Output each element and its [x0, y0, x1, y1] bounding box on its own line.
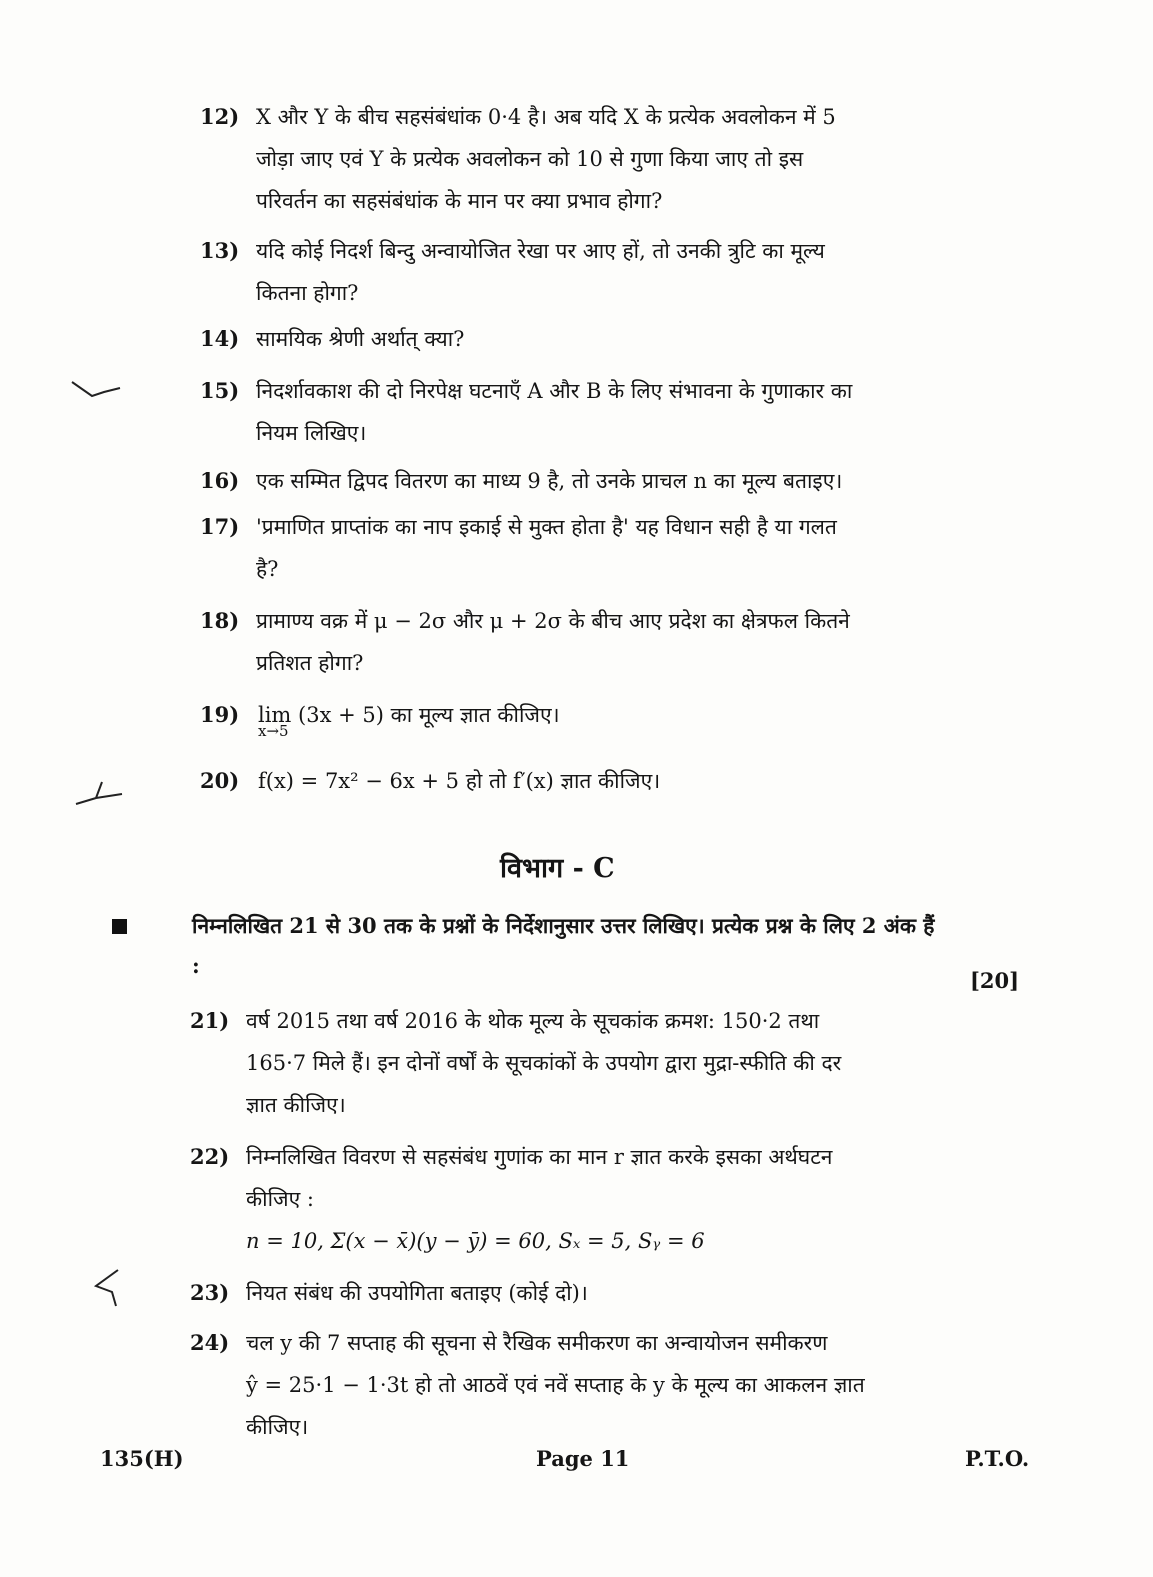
question-number: 22) — [190, 1144, 230, 1169]
paper-code: 135(H) — [100, 1446, 184, 1471]
square-bullet-icon — [112, 919, 127, 934]
question-text: निदर्शावकाश की दो निरपेक्ष घटनाएँ A और B के लिए संभावना के गुणाकार का — [256, 379, 853, 403]
question-text: सामयिक श्रेणी अर्थात् क्या? — [256, 327, 465, 351]
pen-mark-icon — [70, 780, 130, 814]
question-number: 20) — [200, 768, 240, 793]
section-marks: [20] — [970, 968, 1020, 993]
question-text: नियम लिखिए। — [256, 421, 367, 445]
question-text: यदि कोई निदर्श बिन्दु अन्वायोजित रेखा पर आए हों, तो उनकी त्रुटि का मूल्य — [256, 239, 825, 263]
question-text: ŷ = 25·1 − 1·3t हो तो आठवें एवं नवें सप्ताह के y के मूल्य का आकलन ज्ञात — [246, 1373, 865, 1397]
question-text: ज्ञात कीजिए। — [246, 1093, 346, 1117]
question-number: 13) — [200, 238, 240, 263]
question-number: 15) — [200, 378, 240, 403]
question-text: वर्ष 2015 तथा वर्ष 2016 के थोक मूल्य के सूचकांक क्रमश: 150·2 तथा — [246, 1009, 820, 1033]
question-number: 12) — [200, 104, 240, 129]
question-text: है? — [256, 557, 279, 581]
section-title: विभाग - C — [500, 853, 615, 884]
pto-label: P.T.O. — [965, 1446, 1030, 1471]
question-text: lim (3x + 5) का मूल्य ज्ञात कीजिए। — [258, 703, 560, 727]
question-number: 14) — [200, 326, 240, 351]
question-number: 17) — [200, 514, 240, 539]
question-text: कितना होगा? — [256, 281, 359, 305]
question-number: 21) — [190, 1008, 230, 1033]
page-number: Page 11 — [536, 1446, 630, 1471]
question-text: जोड़ा जाए एवं Y के प्रत्येक अवलोकन को 10 से गुणा किया जाए तो इस — [256, 147, 804, 171]
pen-mark-icon — [88, 1266, 128, 1310]
question-text: परिवर्तन का सहसंबंधांक के मान पर क्या प्रभाव होगा? — [256, 189, 663, 213]
question-text: प्रामाण्य वक्र में μ − 2σ और μ + 2σ के बीच आए प्रदेश का क्षेत्रफल कितने — [256, 609, 850, 633]
question-text: एक सम्मित द्विपद वितरण का माध्य 9 है, तो उनके प्राचल n का मूल्य बताइए। — [256, 469, 843, 493]
question-number: 18) — [200, 608, 240, 633]
question-text: कीजिए। — [246, 1415, 309, 1439]
question-text: 'प्रमाणित प्राप्तांक का नाप इकाई से मुक्त होता है' यह विधान सही है या गलत — [256, 515, 837, 539]
question-number: 19) — [200, 702, 240, 727]
question-number: 24) — [190, 1330, 230, 1355]
question-text: कीजिए : — [246, 1187, 314, 1211]
limit-subscript: x→5 — [258, 722, 289, 740]
question-number: 16) — [200, 468, 240, 493]
question-number: 23) — [190, 1280, 230, 1305]
question-text: f(x) = 7x² − 6x + 5 हो तो f′(x) ज्ञात कीजिए। — [258, 769, 661, 793]
formula: n = 10, Σ(x − x̄)(y − ȳ) = 60, Sₓ = 5, Sᵧ = 6 — [246, 1229, 705, 1253]
section-instruction: निम्नलिखित 21 से 30 तक के प्रश्नों के निर्देशानुसार उत्तर लिखिए। प्रत्येक प्रश्न के लिए 2 अंक हैं : — [192, 913, 935, 978]
question-text: प्रतिशत होगा? — [256, 651, 364, 675]
question-text: निम्नलिखित विवरण से सहसंबंध गुणांक का मान r ज्ञात करके इसका अर्थघटन — [246, 1145, 833, 1169]
pen-mark-icon — [70, 378, 130, 408]
question-text: 165·7 मिले हैं। इन दोनों वर्षों के सूचकांकों के उपयोग द्वारा मुद्रा-स्फीति की दर — [246, 1051, 842, 1075]
question-text: नियत संबंध की उपयोगिता बताइए (कोई दो)। — [246, 1281, 588, 1305]
question-text: X और Y के बीच सहसंबंधांक 0·4 है। अब यदि X के प्रत्येक अवलोकन में 5 — [256, 105, 836, 129]
question-text: चल y की 7 सप्ताह की सूचना से रैखिक समीकरण का अन्वायोजन समीकरण — [246, 1331, 828, 1355]
